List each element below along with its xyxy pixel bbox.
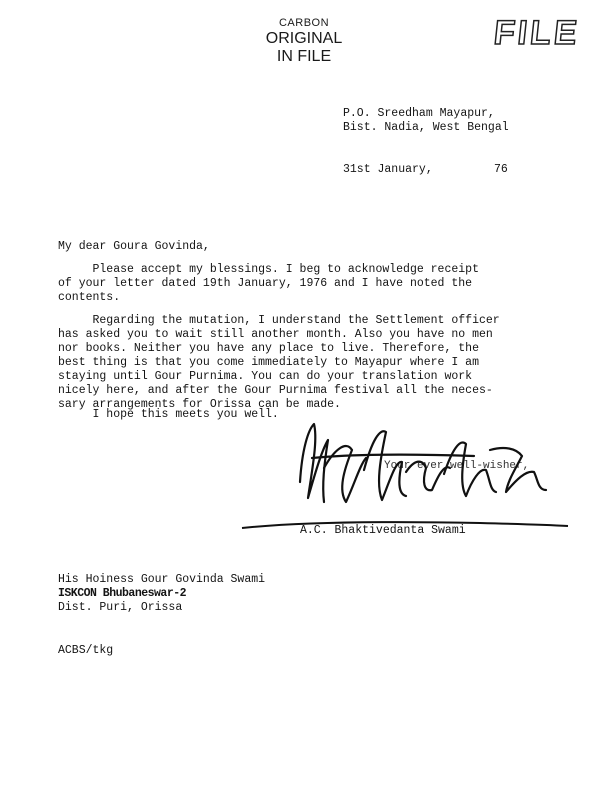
stamp-line-3: IN FILE: [276, 48, 332, 65]
stamp-line-1: CARBON: [278, 17, 330, 29]
stamp-line-2: ORIGINAL: [265, 30, 343, 47]
file-stamp-mark: FILE: [492, 14, 582, 52]
letter-year: 76: [494, 163, 508, 176]
body-paragraph-2: Regarding the mutation, I understand the Settlement officer has asked you to wait still another month. Also you have no men nor books. Neither you have any place to live. Therefore, the best thing is that you come immediately to Mayapur where I am staying until Gour Purnima. You can do your translation work nicely here, and after the Gour Purnima festival all the neces- sary arrangements for Orissa can be made.: [58, 314, 500, 411]
body-paragraph-1: Please accept my blessings. I beg to acknowledge receipt of your letter dated 19th January, 1976 and I have noted the contents.: [58, 263, 479, 304]
letter-date: 31st January,: [343, 163, 433, 176]
recipient-line-2: ISKCON Bhubaneswar-2: [58, 587, 187, 600]
body-paragraph-3: I hope this meets you well.: [58, 408, 279, 421]
recipient-line-3: Dist. Puri, Orissa: [58, 601, 183, 614]
closing-phrase: Your ever well-wisher,: [384, 460, 530, 472]
carbon-original-stamp: [258, 18, 350, 65]
salutation: My dear Goura Govinda,: [58, 240, 210, 253]
sender-address-line-1: P.O. Sreedham Mayapur,: [343, 107, 495, 120]
recipient-line-1: His Hoiness Gour Govinda Swami: [58, 573, 266, 586]
reference-initials: ACBS/tkg: [58, 644, 114, 657]
sender-address-line-2: Bist. Nadia, West Bengal: [343, 121, 509, 134]
handwritten-signature: [294, 410, 556, 520]
signer-name: A.C. Bhaktivedanta Swami: [300, 524, 466, 537]
